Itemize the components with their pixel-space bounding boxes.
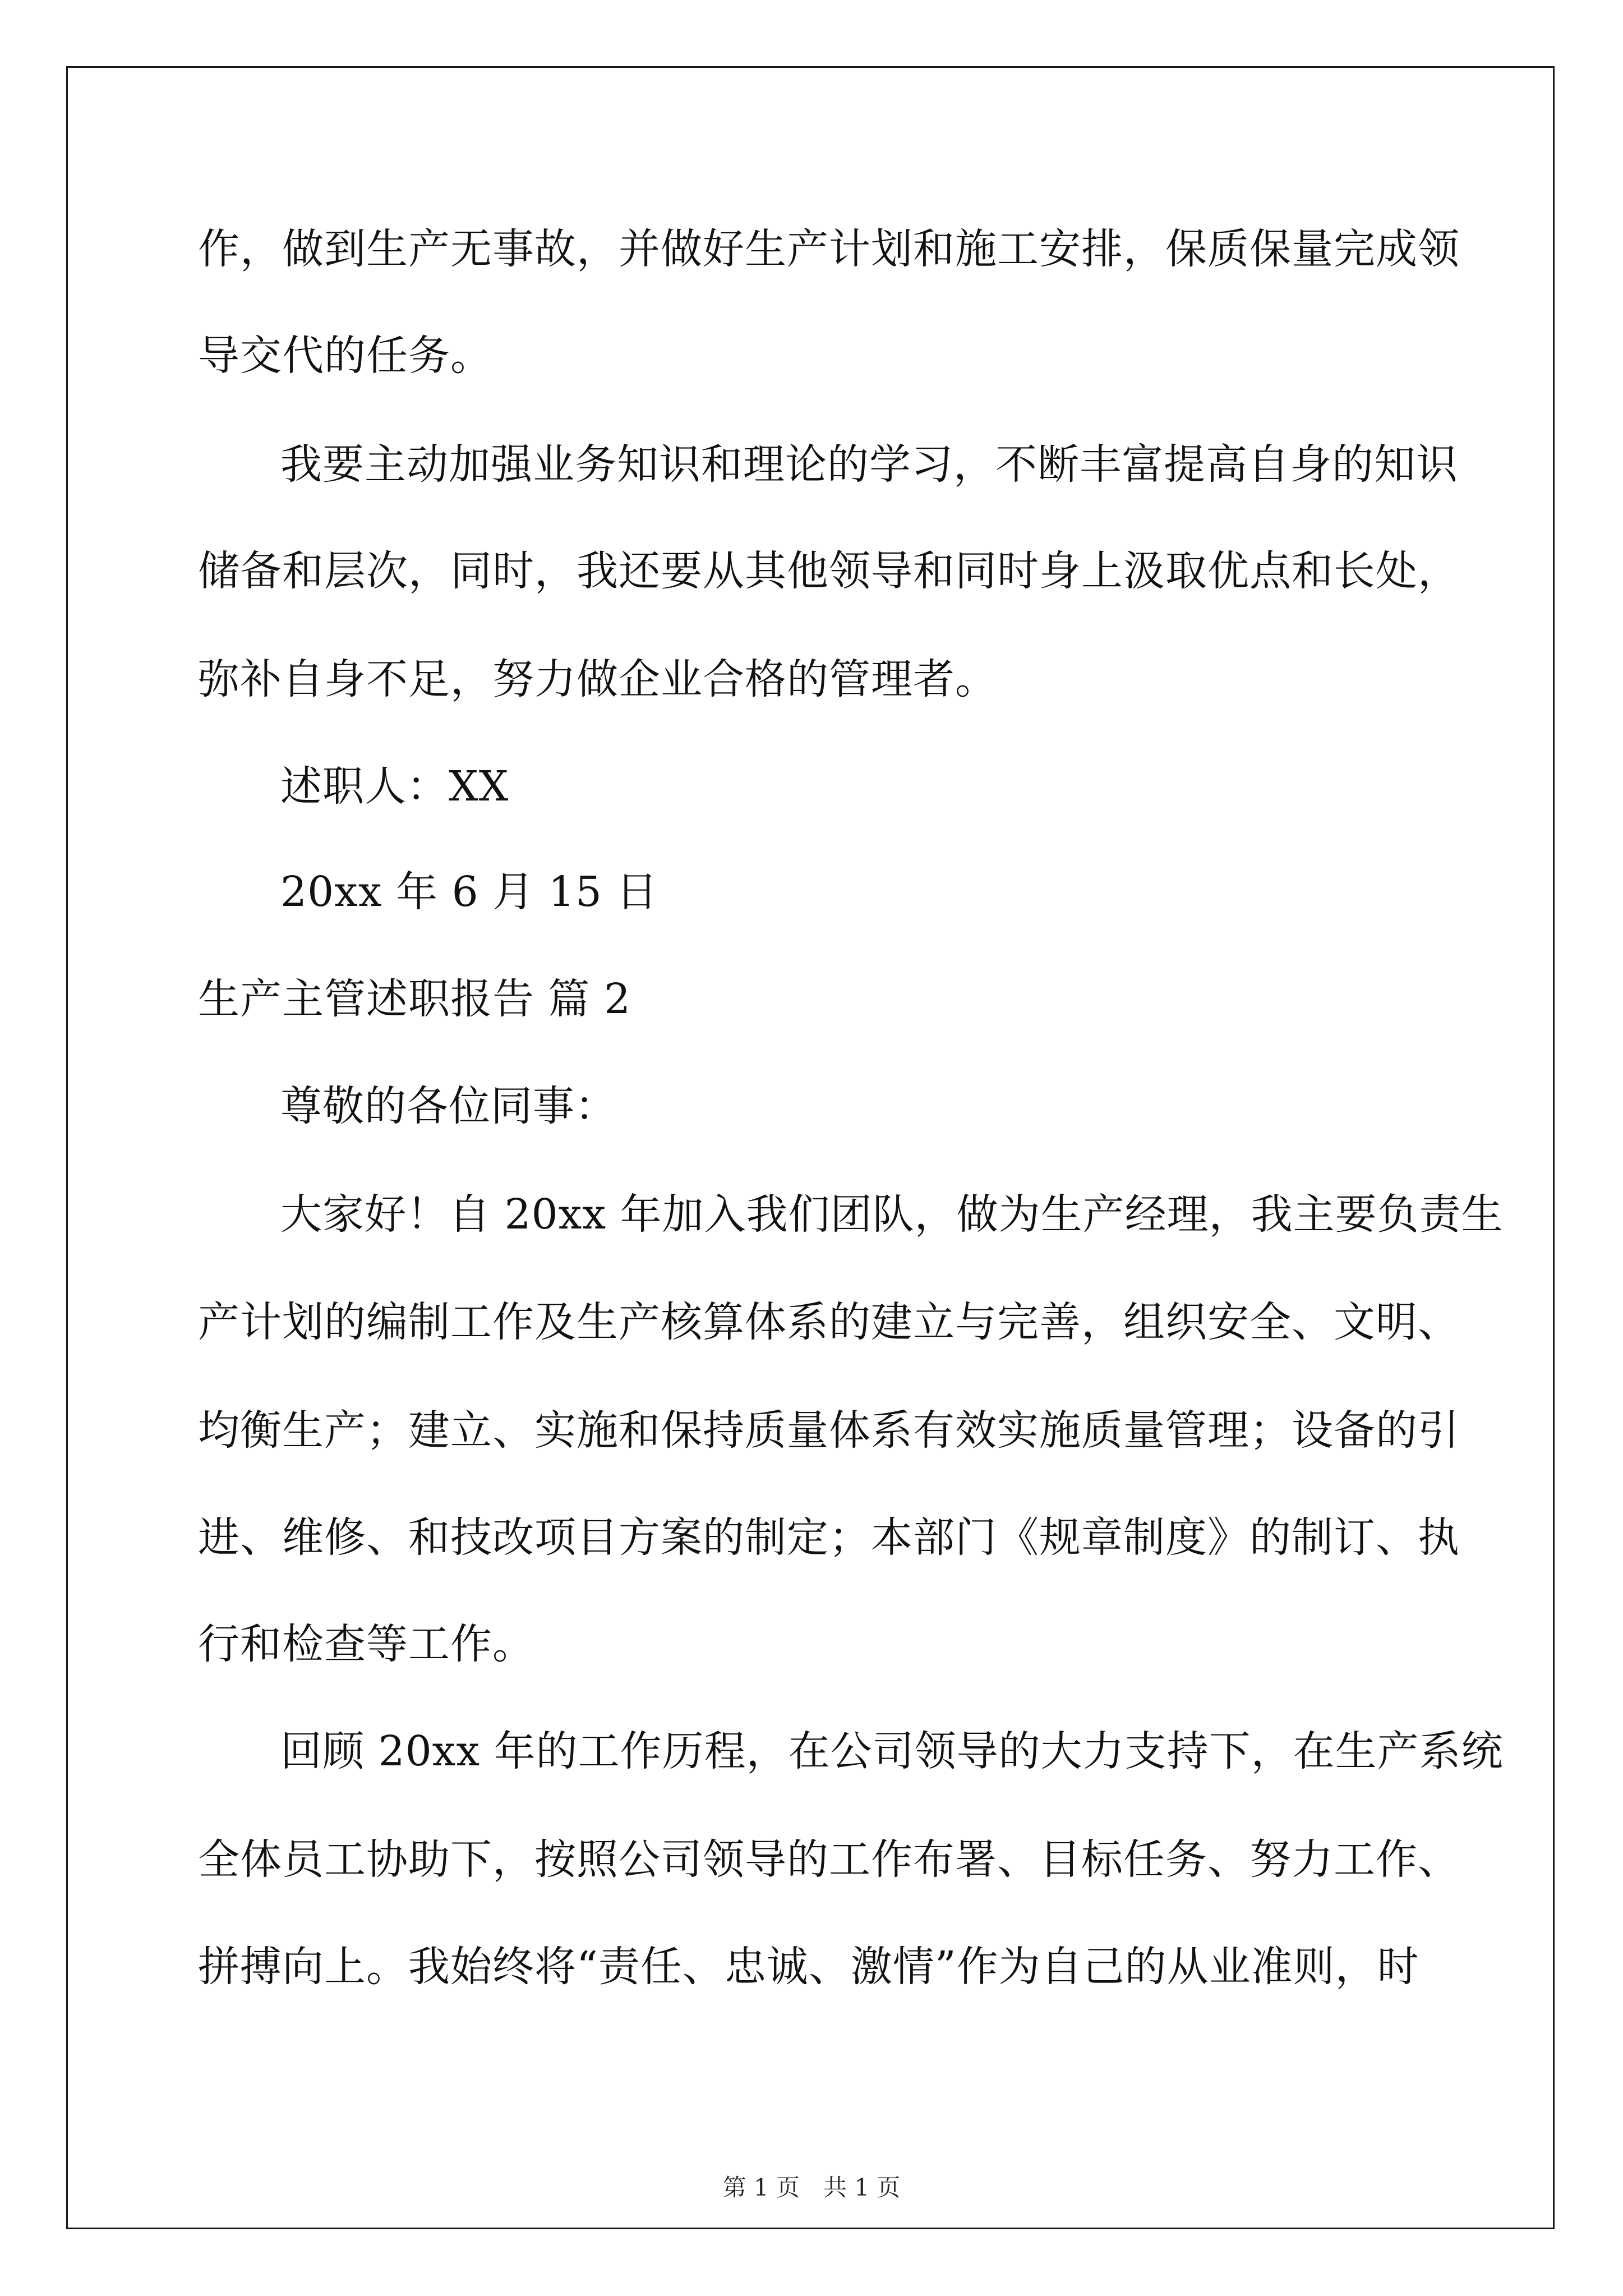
body-line: 回顾 20xx 年的工作历程，在公司领导的大力支持下，在生产系统 [280, 1727, 1504, 1775]
signer-line: 述职人：XX [280, 762, 509, 811]
body-line: 作，做到生产无事故，并做好生产计划和施工安排，保质保量完成领 [198, 225, 1460, 273]
section-heading: 生产主管述职报告 篇 2 [198, 975, 631, 1023]
date-line: 20xx 年 6 月 15 日 [280, 868, 658, 916]
body-line: 大家好！自 20xx 年加入我们团队，做为生产经理，我主要负责生 [280, 1190, 1504, 1239]
page-footer: 第 1 页 共 1 页 [722, 2174, 901, 2201]
page-border [66, 66, 1555, 2229]
body-line: 全体员工协助下，按照公司领导的工作布署、目标任务、努力工作、 [198, 1835, 1460, 1884]
body-line: 拼搏向上。我始终将“责任、忠诚、激情”作为自己的从业准则，时 [198, 1943, 1419, 1991]
body-line: 导交代的任务。 [198, 332, 492, 380]
body-line: 进、维修、和技改项目方案的制定；本部门《规章制度》的制订、执 [198, 1513, 1460, 1562]
greeting-line: 尊敬的各位同事： [280, 1082, 617, 1130]
body-line: 产计划的编制工作及生产核算体系的建立与完善，组织安全、文明、 [198, 1298, 1460, 1346]
body-line: 储备和层次，同时，我还要从其他领导和同时身上汲取优点和长处， [198, 547, 1460, 595]
body-line: 我要主动加强业务知识和理论的学习，不断丰富提高自身的知识 [280, 440, 1458, 489]
body-line: 弥补自身不足，努力做企业合格的管理者。 [198, 655, 997, 703]
body-line: 行和检查等工作。 [198, 1620, 534, 1668]
body-line: 均衡生产；建立、实施和保持质量体系有效实施质量管理；设备的引 [198, 1406, 1460, 1455]
